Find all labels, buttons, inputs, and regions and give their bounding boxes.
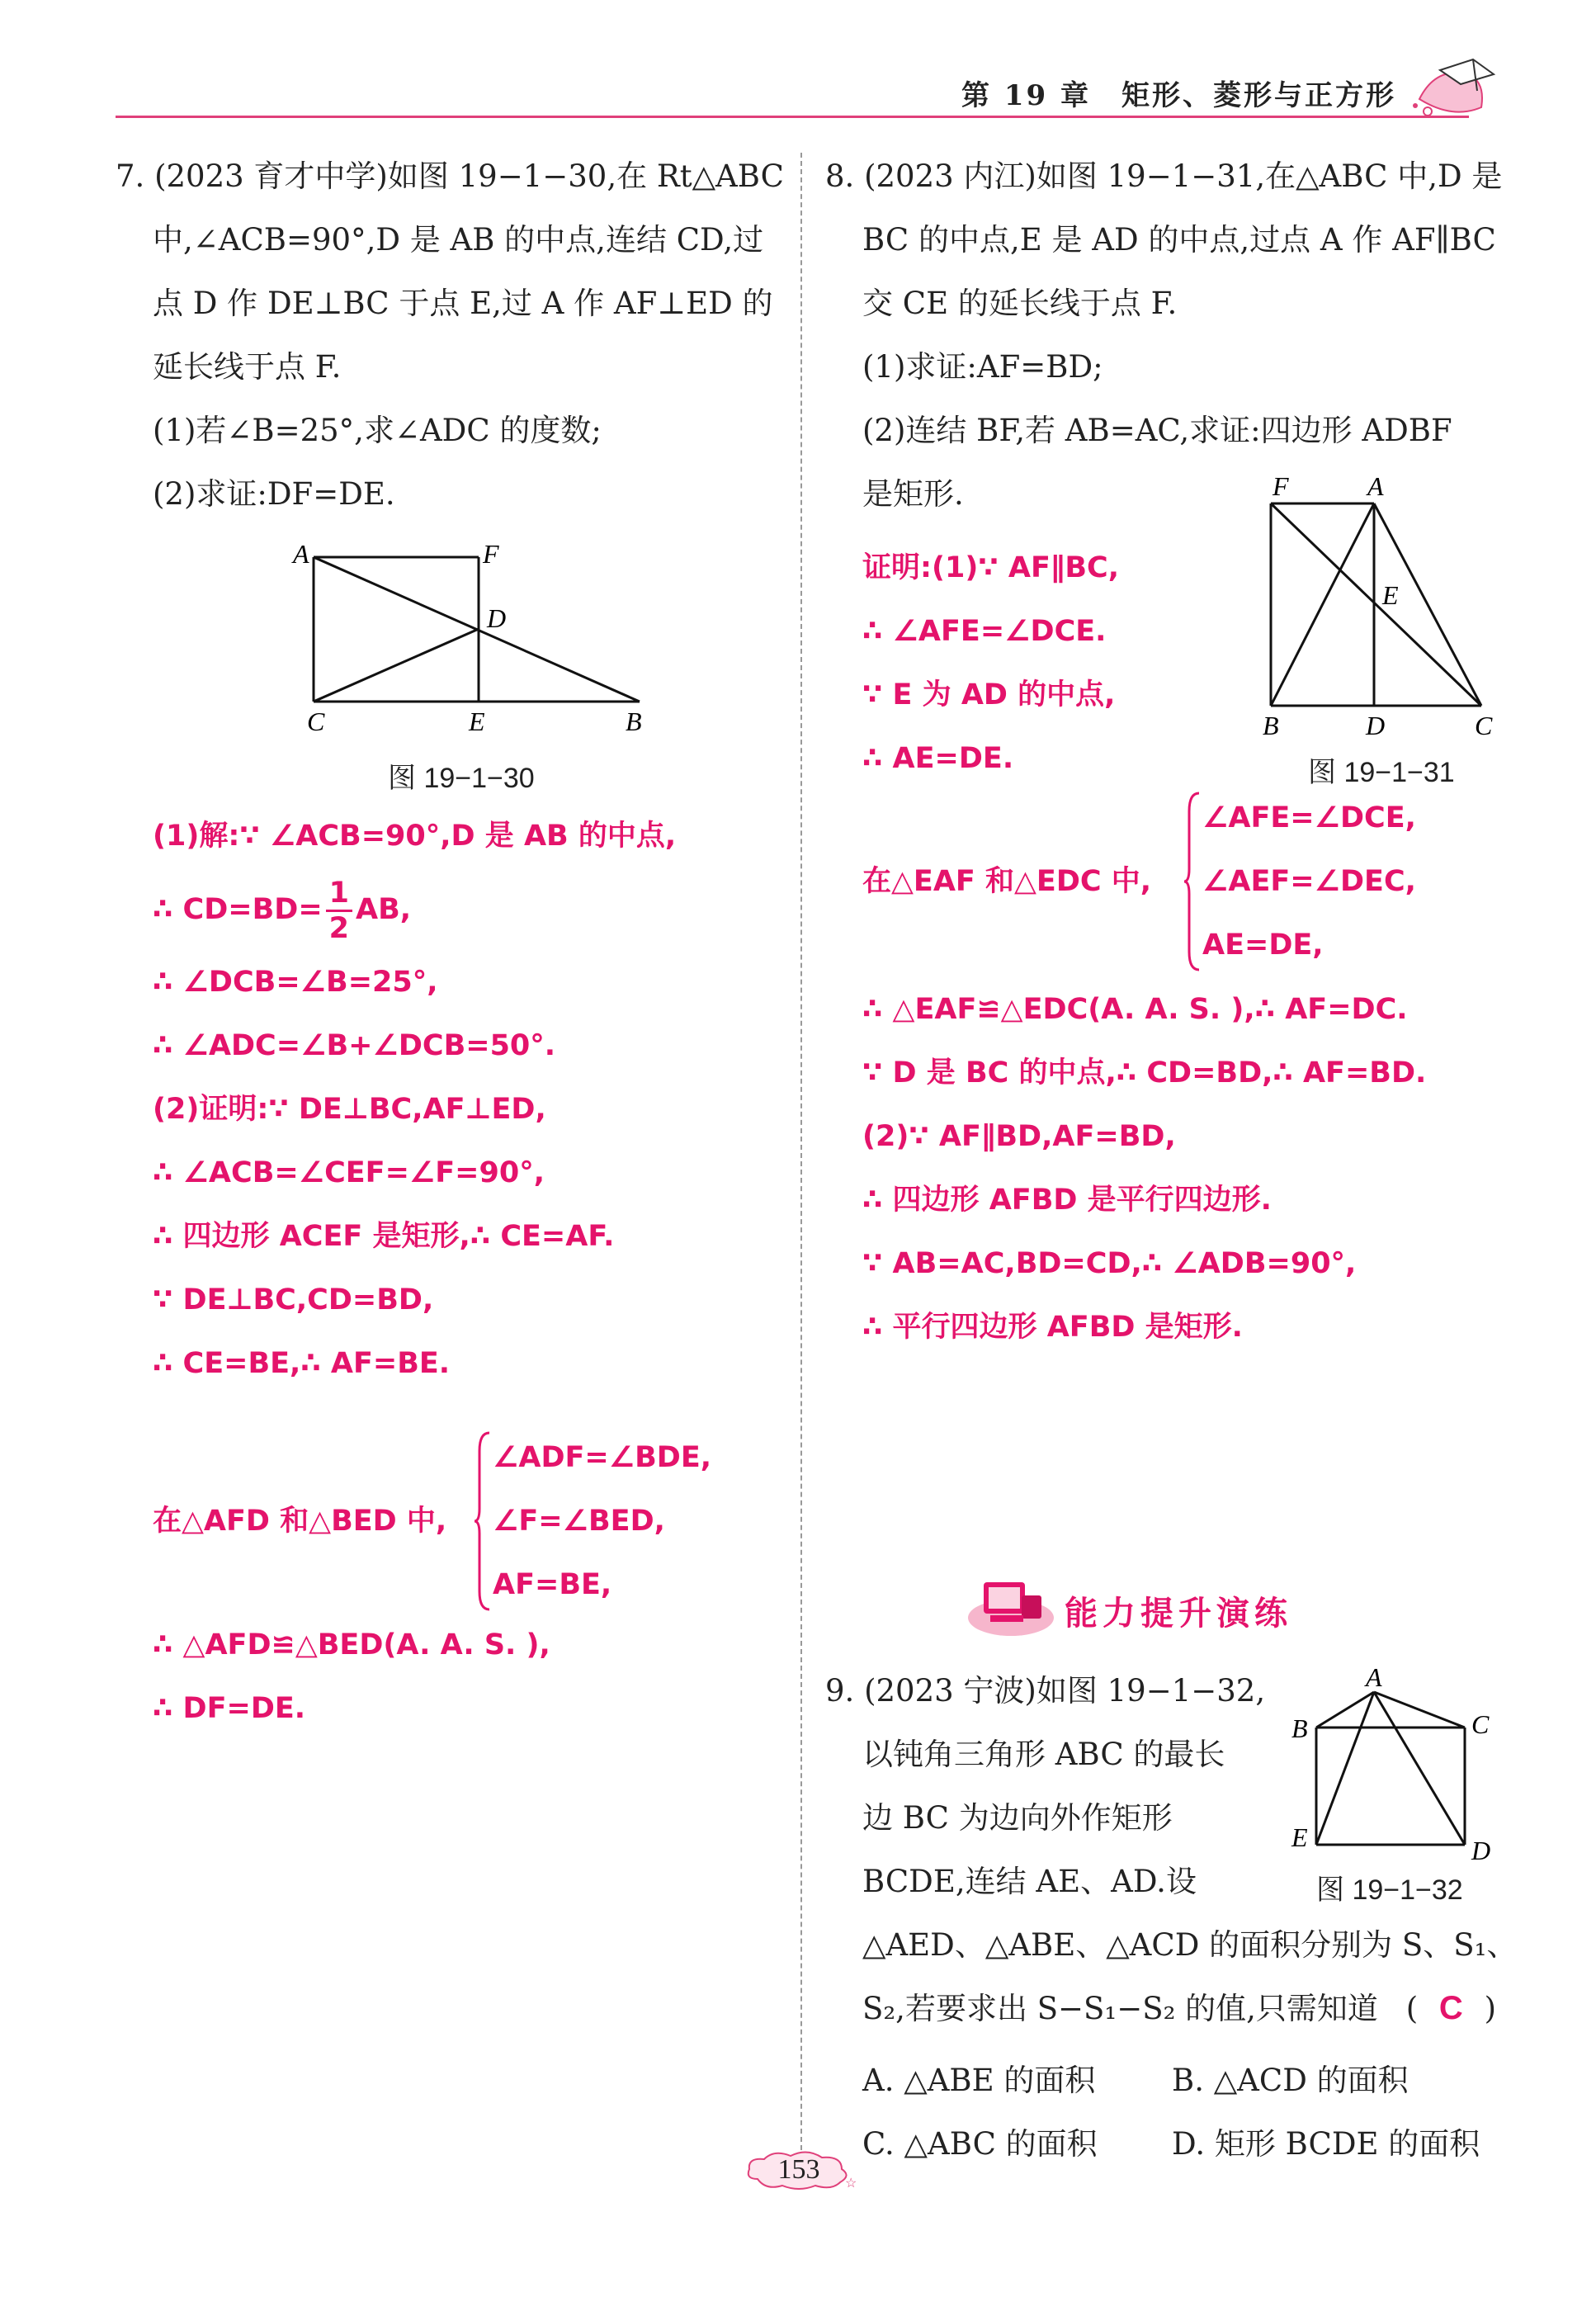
computer-icon [966,1572,1056,1638]
label-d: D [1366,711,1386,740]
label-c: C [1475,711,1493,740]
q8-line: 是矩形. [862,476,964,512]
q9-line: 9. (2023 宁波)如图 19−1−32, [825,1673,1266,1709]
q9-line: △AED、△ABE、△ACD 的面积分别为 S、S₁、 [862,1927,1518,1963]
solution-line: ∵ AB=AC,BD=CD,∴ ∠ADB=90°, [862,1247,1357,1280]
figure-caption: 图 19−1−31 [1308,757,1455,788]
q8-solution [862,536,1275,791]
label-e: E [1291,1822,1308,1852]
solution-line: ∴ CE=BE,∴ AF=BE. [153,1347,451,1380]
system-prefix: 在△AFD 和△BED 中, [153,1505,447,1538]
solution-text: ∴ CD=BD= [153,893,323,926]
solution-line: ∴ 四边形 ACEF 是矩形,∴ CE=AF. [153,1220,615,1253]
solution-line: (2)∵ AF∥BD,AF=BD, [862,1120,1176,1153]
label-a: A [1367,471,1384,501]
q8-solution-end [862,978,1556,1359]
fraction-numerator: 1 [326,877,352,912]
figure-19-1-32 [1283,1655,1506,1869]
label-e: E [1382,580,1399,610]
label-b: B [1263,711,1279,740]
system-line: AF=BE, [493,1568,612,1601]
label-b: B [626,707,642,736]
solution-line: (1)解:∵ ∠ACB=90°,D 是 AB 的中点, [153,820,677,853]
solution-line: ∴ AE=DE. [862,742,1014,775]
solution-line: ∵ E 为 AD 的中点, [862,678,1116,711]
system-prefix: 在△EAF 和△EDC 中, [862,865,1152,898]
system-line: ∠AFE=∠DCE, [1202,801,1416,834]
page-number [741,2146,857,2195]
figure-19-1-30 [289,536,660,743]
q9-line: BCDE,连结 AE、AD.设 [862,1864,1197,1899]
label-d: D [1471,1836,1491,1865]
solution-line: ∴ △AFD≌△BED(A. A. S. ), [153,1628,550,1661]
q7-line: 延长线于点 F. [153,349,342,385]
answer-choice: C [1438,1990,1463,2026]
label-b: B [1291,1713,1308,1743]
label-e: E [469,707,485,736]
q8-line: (1)求证:AF=BD; [862,349,1103,385]
brace-icon [475,1426,493,1617]
label-d: D [487,603,507,633]
label-a: A [1366,1662,1382,1692]
brace-icon [1184,787,1202,977]
question-7 [116,144,792,526]
solution-line: ∴ DF=DE. [153,1692,306,1725]
q9-line [862,1977,1589,2040]
option-d[interactable]: D. 矩形 BCDE 的面积 [1172,2126,1480,2162]
solution-line [153,868,796,951]
system-line: ∠F=∠BED, [493,1505,665,1538]
label-c: C [307,707,325,736]
solution-line: ∴ △EAF≌△EDC(A. A. S. ),∴ AF=DC. [862,993,1408,1026]
solution-line: 证明:(1)∵ AF∥BC, [862,551,1120,584]
q8-line: 交 CE 的延长线于点 F. [862,286,1178,321]
question-8 [825,144,1502,526]
solution-line: ∴ ∠ADC=∠B+∠DCB=50°. [153,1029,556,1062]
q7-solution [153,805,796,1396]
option-c[interactable]: C. △ABC 的面积 [862,2126,1098,2162]
system-line: ∠ADF=∠BDE, [493,1441,712,1474]
figure-caption: 图 19−1−32 [1316,1874,1463,1906]
fraction [326,877,352,945]
q8-line: 8. (2023 内江)如图 19−1−31,在△ABC 中,D 是 [825,158,1503,194]
solution-line: ∴ ∠AFE=∠DCE. [862,615,1107,648]
q8-line: BC 的中点,E 是 AD 的中点,过点 A 作 AF∥BC [862,222,1496,258]
equation-system [1184,787,1514,977]
svg-text:☆: ☆ [845,2175,857,2191]
solution-line: (2)证明:∵ DE⊥BC,AF⊥ED, [153,1093,546,1126]
equation-system [475,1426,805,1617]
answer-paren: ( [1405,1991,1419,2026]
q9-line: 边 BC 为边向外作矩形 [862,1800,1173,1836]
solution-line: ∵ DE⊥BC,CD=BD, [153,1283,434,1316]
q9-line: 以钝角三角形 ABC 的最长 [862,1737,1225,1772]
q7-solution-end [153,1614,796,1741]
header-rule [116,116,1469,118]
section-banner [966,1572,1292,1642]
page-number-text: 153 [777,2154,820,2185]
figure-19-1-31 [1250,470,1514,743]
fraction-denominator: 2 [328,911,350,945]
figure-caption: 图 19−1−30 [388,763,535,794]
q8-line: (2)连结 BF,若 AB=AC,求证:四边形 ADBF [862,413,1452,448]
label-c: C [1471,1709,1490,1739]
solution-line: ∴ ∠ACB=∠CEF=∠F=90°, [153,1156,545,1189]
question-9 [825,1659,1287,1913]
system-line: ∠AEF=∠DEC, [1202,865,1416,898]
solution-line: ∴ 四边形 AFBD 是平行四边形. [862,1184,1272,1217]
solution-text: AB, [356,893,412,926]
q9-text: S₂,若要求出 S−S₁−S₂ 的值,只需知道 [862,1991,1378,2026]
q7-line: 点 D 作 DE⊥BC 于点 E,过 A 作 AF⊥ED 的 [153,286,773,321]
section-banner-title: 能力提升演练 [1065,1595,1292,1633]
q7-line: 中,∠ACB=90°,D 是 AB 的中点,连结 CD,过 [153,222,764,258]
solution-line: ∵ D 是 BC 的中点,∴ CD=BD,∴ AF=BD. [862,1056,1427,1089]
question-9-cont [862,1913,1589,2040]
graduation-cap-icon [1403,50,1502,124]
solution-line: ∴ ∠DCB=∠B=25°, [153,966,438,999]
q7-line: (1)若∠B=25°,求∠ADC 的度数; [153,413,602,448]
solution-line: ∴ 平行四边形 AFBD 是矩形. [862,1311,1243,1344]
option-a[interactable]: A. △ABE 的面积 [862,2063,1096,2098]
column-divider [800,153,802,2158]
option-b[interactable]: B. △ACD 的面积 [1172,2063,1409,2098]
answer-paren: ) [1484,1991,1496,2026]
label-a: A [293,539,309,569]
q7-line: 7. (2023 育才中学)如图 19−1−30,在 Rt△ABC [116,158,784,194]
q7-line: (2)求证:DF=DE. [153,476,395,512]
chapter-title: 第 19 章 矩形、菱形与正方形 [961,79,1396,112]
label-f: F [1273,471,1289,501]
label-f: F [483,539,499,569]
system-line: AE=DE, [1202,929,1324,962]
